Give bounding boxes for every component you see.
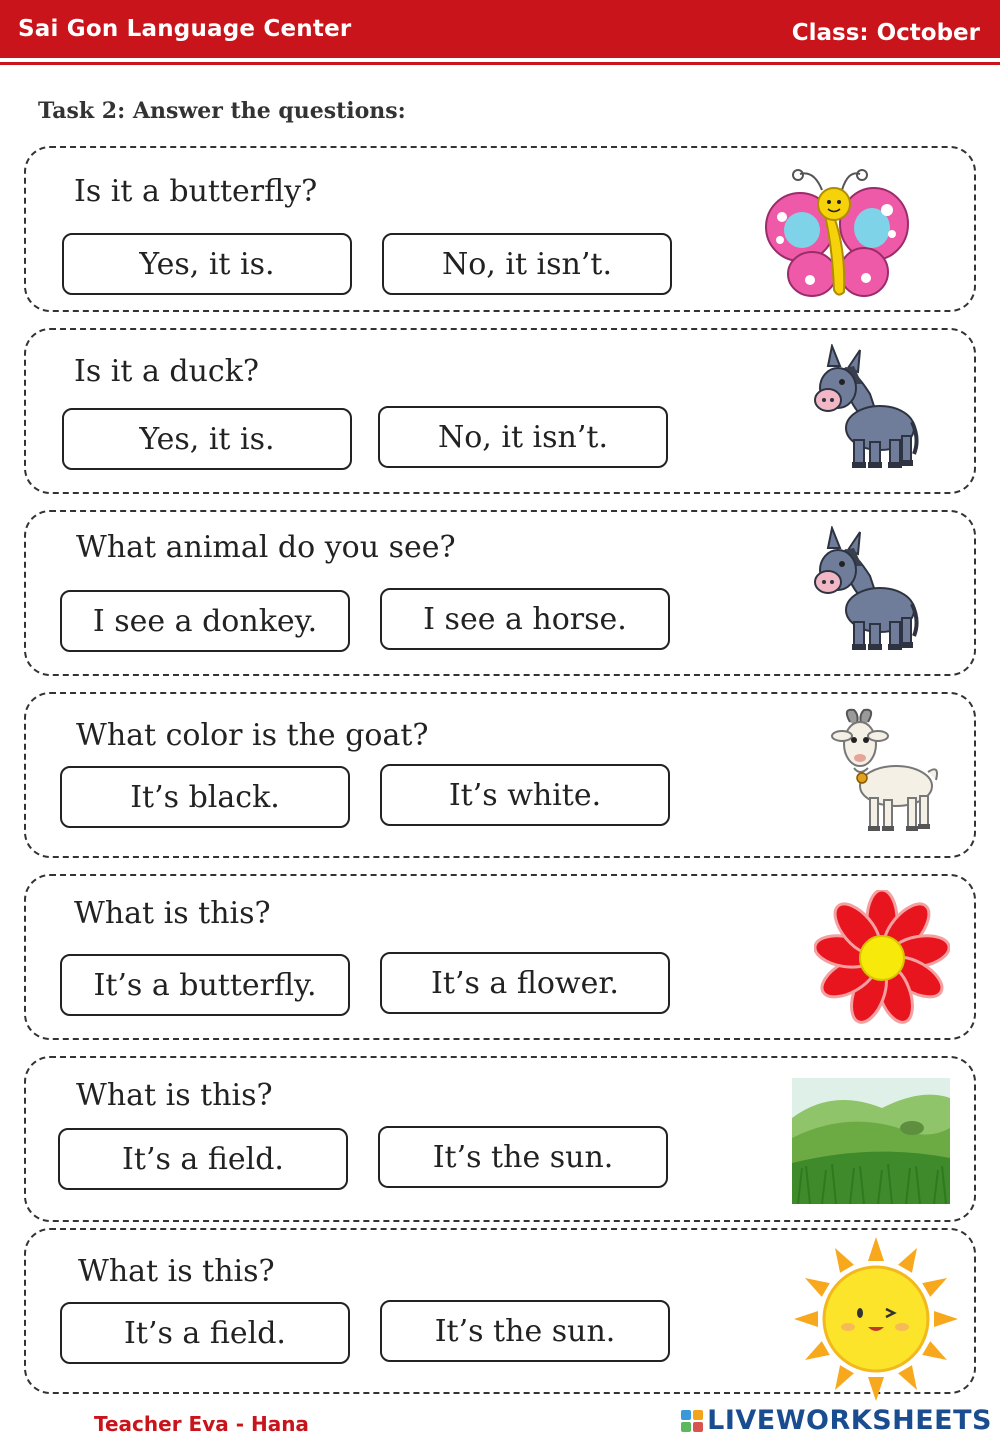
question-text: What is this? bbox=[78, 1254, 275, 1289]
answer-option[interactable]: It’s white. bbox=[380, 764, 670, 826]
flower-picture bbox=[814, 890, 950, 1026]
answer-option[interactable]: No, it isn’t. bbox=[382, 233, 672, 295]
liveworksheets-logo[interactable] bbox=[681, 1405, 992, 1436]
answer-option[interactable]: It’s the sun. bbox=[380, 1300, 670, 1362]
field-picture bbox=[792, 1078, 950, 1204]
answer-option[interactable]: I see a donkey. bbox=[60, 590, 350, 652]
school-name: Sai Gon Language Center bbox=[18, 16, 352, 42]
question-card bbox=[24, 146, 976, 312]
class-name: Class: October bbox=[791, 20, 980, 46]
answer-option[interactable]: Yes, it is. bbox=[62, 233, 352, 295]
answer-option[interactable]: It’s a field. bbox=[60, 1302, 350, 1364]
answer-option[interactable]: It’s black. bbox=[60, 766, 350, 828]
question-card bbox=[24, 1056, 976, 1222]
question-text: What is this? bbox=[74, 896, 271, 931]
question-card bbox=[24, 510, 976, 676]
answer-option[interactable]: It’s a flower. bbox=[380, 952, 670, 1014]
question-card bbox=[24, 1228, 976, 1394]
question-text: What is this? bbox=[76, 1078, 273, 1113]
answer-option[interactable]: No, it isn’t. bbox=[378, 406, 668, 468]
question-text: What animal do you see? bbox=[76, 530, 456, 565]
goat-picture bbox=[824, 706, 944, 836]
question-text: Is it a butterfly? bbox=[74, 174, 318, 209]
brand-text: LIVEWORKSHEETS bbox=[707, 1405, 992, 1436]
question-text: What color is the goat? bbox=[76, 718, 429, 753]
answer-option[interactable]: It’s a butterfly. bbox=[60, 954, 350, 1016]
answer-option[interactable]: It’s the sun. bbox=[378, 1126, 668, 1188]
liveworksheets-icon bbox=[681, 1410, 703, 1432]
question-card bbox=[24, 692, 976, 858]
donkey-picture bbox=[810, 526, 920, 656]
question-text: Is it a duck? bbox=[74, 354, 259, 389]
donkey-picture bbox=[810, 344, 920, 474]
teacher-name: Teacher Eva - Hana bbox=[94, 1412, 309, 1436]
answer-option[interactable]: Yes, it is. bbox=[62, 408, 352, 470]
question-card bbox=[24, 874, 976, 1040]
sun-picture bbox=[786, 1236, 966, 1402]
answer-option[interactable]: It’s a field. bbox=[58, 1128, 348, 1190]
question-card bbox=[24, 328, 976, 494]
header-bar bbox=[0, 0, 1000, 58]
header-divider bbox=[0, 62, 1000, 65]
task-title: Task 2: Answer the questions: bbox=[38, 98, 406, 124]
butterfly-picture bbox=[762, 162, 912, 307]
answer-option[interactable]: I see a horse. bbox=[380, 588, 670, 650]
